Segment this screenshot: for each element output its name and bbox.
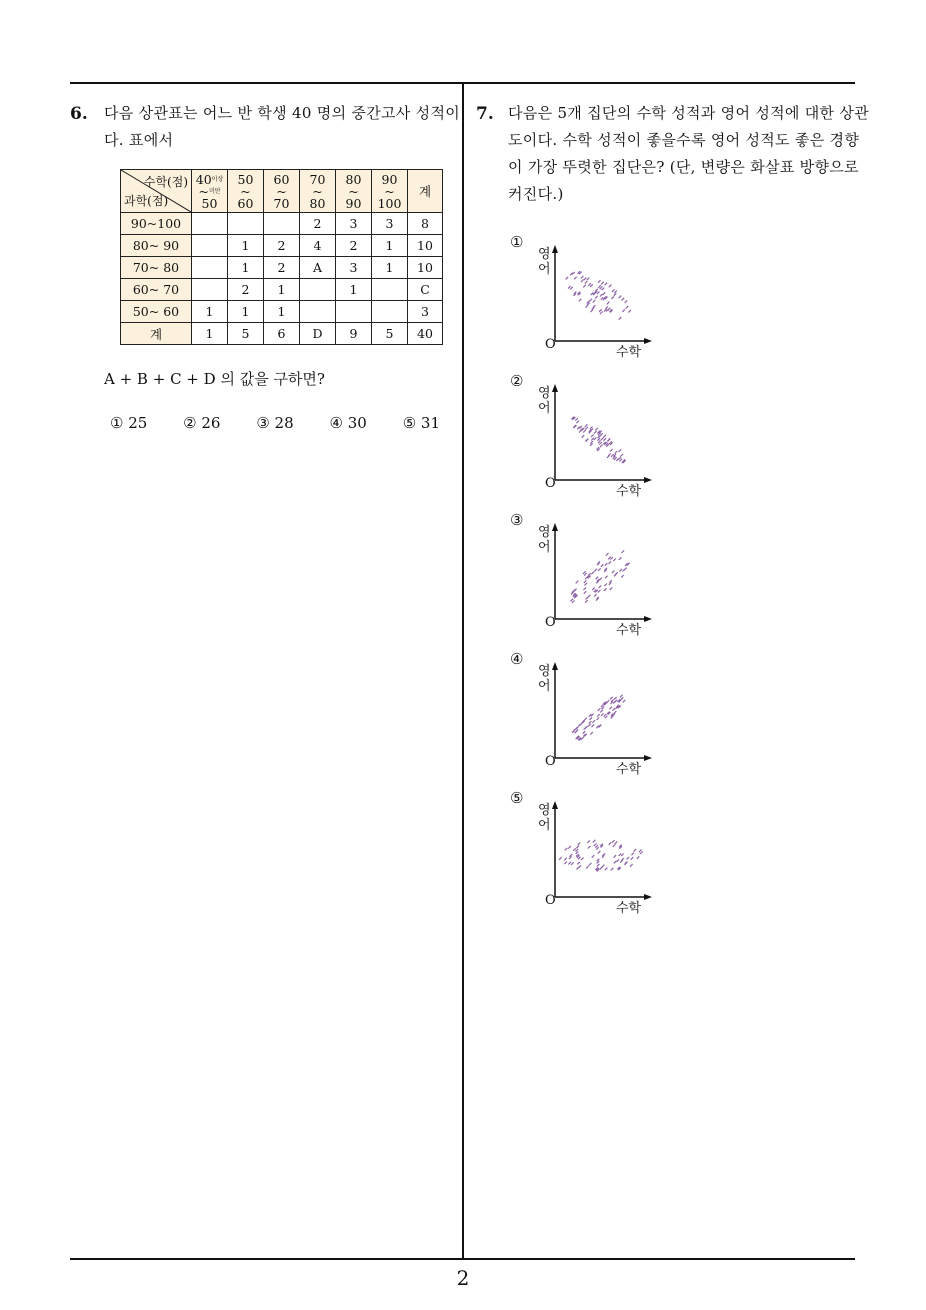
scatter-dot: [577, 862, 580, 865]
table-cell: [192, 279, 228, 301]
table-cell: 1: [228, 301, 264, 323]
scatter-dot: [627, 857, 630, 860]
scatter-dot: [619, 317, 622, 320]
plot-option-mark[interactable]: ②: [510, 372, 524, 390]
y-axis-arrow: [552, 801, 558, 809]
scatter-dot: [596, 847, 599, 850]
x-axis-label: 수학: [616, 345, 642, 360]
col-header: 50 ~ 60: [228, 170, 264, 213]
x-axis-label: 수학: [616, 623, 642, 638]
scatter-dot: [614, 697, 617, 700]
scatter-dot: [597, 718, 600, 721]
scatter-dot: [620, 695, 623, 698]
scatter-dot: [566, 277, 569, 280]
y-axis-label: 영어: [538, 525, 551, 555]
choice-1[interactable]: ① 25: [110, 414, 148, 432]
scatter-dot: [609, 582, 612, 585]
origin-label: O: [545, 337, 556, 352]
table-cell: 5: [372, 323, 408, 345]
table-corner: [121, 170, 192, 213]
scatter-dot: [613, 559, 616, 562]
scatter-plot-option-5: [510, 789, 670, 919]
scatter-dot: [615, 451, 618, 454]
scatter-dot: [594, 437, 597, 440]
scatter-dot: [574, 277, 577, 280]
table-cell: 2: [300, 213, 336, 235]
scatter-dot: [583, 731, 586, 734]
scatter-dot: [607, 302, 610, 305]
scatter-plot-svg: [510, 372, 670, 502]
scatter-dot: [583, 430, 586, 433]
scatter-dot: [584, 583, 587, 586]
scatter-dot: [576, 846, 579, 849]
table-cell: 1: [192, 323, 228, 345]
scatter-dot: [585, 424, 588, 427]
scatter-dot: [605, 283, 608, 286]
choice-5[interactable]: ⑤ 31: [402, 414, 440, 432]
question-7-text-line4: 커진다.): [508, 185, 564, 203]
scatter-dot: [584, 718, 587, 721]
scatter-dot: [579, 299, 582, 302]
scatter-dot: [581, 858, 584, 861]
table-total-cell: 10: [408, 257, 443, 279]
table-cell: [336, 301, 372, 323]
scatter-plot-svg: [510, 789, 670, 919]
scatter-dot: [637, 856, 640, 859]
scatter-dot: [599, 578, 602, 581]
corner-math-label: 수학(점): [143, 175, 188, 189]
scatter-dot: [603, 435, 606, 438]
scatter-dot: [614, 291, 617, 294]
lower-bound-note: 이상: [211, 176, 224, 183]
scatter-dot: [575, 418, 578, 421]
scatter-dot: [559, 857, 562, 860]
table-total-cell: 40: [408, 323, 443, 345]
table-row: [121, 323, 443, 345]
table-row: [121, 279, 443, 301]
table-cell: 1: [228, 235, 264, 257]
scatter-dot: [606, 553, 609, 556]
table-cell: [372, 301, 408, 323]
scatter-dot: [583, 571, 586, 574]
scatter-dot: [591, 310, 594, 313]
scatter-dot: [592, 855, 595, 858]
scatter-plot-option-1: [510, 233, 670, 363]
scatter-dot: [619, 459, 622, 462]
scatter-dot: [604, 583, 607, 586]
scatter-dot: [595, 428, 598, 431]
scatter-dot: [622, 298, 625, 301]
scatter-dot: [598, 590, 601, 593]
scatter-dot: [587, 840, 590, 843]
scatter-dot: [615, 841, 618, 844]
table-cell: [192, 257, 228, 279]
scatter-dot: [605, 716, 608, 719]
scatter-dot: [609, 707, 612, 710]
col-header: 60 ~ 70: [264, 170, 300, 213]
scatter-dot: [603, 292, 606, 295]
table-cell: 9: [336, 323, 372, 345]
scatter-dot: [602, 865, 605, 868]
scatter-dot: [621, 575, 624, 578]
y-axis-arrow: [552, 245, 558, 253]
origin-label: O: [545, 893, 556, 908]
scatter-dot: [583, 588, 586, 591]
scatter-dot: [603, 438, 606, 441]
x-axis-arrow: [644, 477, 652, 483]
scatter-dot: [584, 591, 587, 594]
scatter-dot: [571, 862, 574, 865]
plot-option-mark[interactable]: ④: [510, 650, 524, 668]
question-6-text-line2: 다. 표에서: [104, 131, 174, 149]
correlation-table: [120, 169, 443, 345]
scatter-dot: [610, 697, 613, 700]
scatter-dot: [589, 721, 592, 724]
scatter-dot: [583, 285, 586, 288]
scatter-dot: [605, 868, 608, 871]
question-7-text-line1: 다음은 5개 집단의 수학 성적과 영어 성적에 대한 상관: [508, 104, 869, 122]
scatter-dot: [586, 866, 589, 869]
scatter-dot: [565, 848, 568, 851]
scatter-dot: [598, 708, 601, 711]
table-cell: 1: [336, 279, 372, 301]
scatter-dot: [610, 449, 613, 452]
scatter-dot: [568, 862, 571, 865]
table-total-cell: C: [408, 279, 443, 301]
scatter-dot: [582, 435, 585, 438]
question-6-number: 6.: [70, 104, 88, 124]
scatter-dot: [585, 427, 588, 430]
scatter-dot: [595, 296, 598, 299]
x-axis-label: 수학: [616, 484, 642, 499]
scatter-dot: [591, 572, 594, 575]
table-cell: 3: [372, 213, 408, 235]
scatter-dot: [628, 310, 631, 313]
scatter-plot-option-2: [510, 372, 670, 502]
table-cell: 1: [372, 235, 408, 257]
scatter-dot: [618, 457, 621, 460]
scatter-dot: [588, 846, 591, 849]
scatter-dot: [590, 732, 593, 735]
table-cell: D: [300, 323, 336, 345]
scatter-dot: [625, 300, 628, 303]
y-axis-arrow: [552, 662, 558, 670]
scatter-dot: [607, 700, 610, 703]
table-total-cell: 8: [408, 213, 443, 235]
scatter-dot: [584, 580, 587, 583]
scatter-dot: [590, 284, 593, 287]
scatter-dot: [599, 442, 602, 445]
col-header: $40^{이상}$ ~$^{미만}$ 50: [192, 170, 228, 213]
table-cell: [300, 279, 336, 301]
scatter-dot: [613, 844, 616, 847]
table-cell: 6: [264, 323, 300, 345]
scatter-dot: [581, 276, 584, 279]
scatter-dot: [614, 293, 617, 296]
scatter-dot: [605, 306, 608, 309]
scatter-dot: [619, 557, 622, 560]
scatter-dot: [622, 550, 625, 553]
x-axis-arrow: [644, 894, 652, 900]
scatter-dot: [595, 845, 598, 848]
scatter-dot: [614, 855, 617, 858]
scatter-dot: [564, 858, 567, 861]
scatter-dot: [614, 861, 617, 864]
scatter-dot: [591, 435, 594, 438]
table-cell: A: [300, 257, 336, 279]
table-total-cell: 10: [408, 235, 443, 257]
x-axis-arrow: [644, 338, 652, 344]
table-cell: [300, 301, 336, 323]
table-row: [121, 257, 443, 279]
scatter-dot: [568, 846, 571, 849]
scatter-dot: [605, 563, 608, 566]
scatter-dot: [593, 300, 596, 303]
scatter-dot: [594, 431, 597, 434]
scatter-dot: [622, 309, 625, 312]
y-axis-label: 영어: [538, 803, 551, 833]
question-7-text-line2: 도이다. 수학 성적이 좋을수록 영어 성적도 좋은 경향: [508, 131, 860, 149]
scatter-dot: [605, 576, 608, 579]
table-row: [121, 213, 443, 235]
y-axis-label: 영어: [538, 386, 551, 416]
scatter-dot: [620, 569, 623, 572]
scatter-dot: [592, 587, 595, 590]
table-cell: 2: [336, 235, 372, 257]
scatter-dot: [613, 708, 616, 711]
table-cell: 1: [264, 301, 300, 323]
scatter-dot: [608, 561, 611, 564]
scatter-dot: [620, 454, 623, 457]
scatter-dot: [601, 282, 604, 285]
scatter-dot: [612, 289, 615, 292]
scatter-dot: [604, 714, 607, 717]
table-row: [121, 235, 443, 257]
scatter-dot: [568, 286, 571, 289]
choice-2[interactable]: ② 26: [183, 414, 221, 432]
scatter-dot: [591, 438, 594, 441]
scatter-dot: [601, 438, 604, 441]
scatter-dot: [612, 840, 615, 843]
table-cell: [264, 213, 300, 235]
x-axis-label: 수학: [616, 901, 642, 916]
scatter-dot: [602, 288, 605, 291]
table-cell: 5: [228, 323, 264, 345]
y-axis-arrow: [552, 523, 558, 531]
table-cell: 2: [264, 235, 300, 257]
table-cell: 3: [336, 213, 372, 235]
scatter-dot: [609, 285, 612, 288]
y-axis-label: 영어: [538, 664, 551, 694]
table-cell: 4: [300, 235, 336, 257]
scatter-dot: [599, 309, 602, 312]
page-number: 2: [456, 1266, 470, 1290]
scatter-dot: [611, 868, 614, 871]
scatter-dot: [584, 278, 587, 281]
scatter-dot: [594, 594, 597, 597]
y-axis-label: 영어: [538, 247, 551, 277]
scatter-dot: [598, 851, 601, 854]
scatter-dot: [598, 440, 601, 443]
scatter-dot: [631, 857, 634, 860]
scatter-dot: [592, 725, 595, 728]
choice-4[interactable]: ④ 30: [329, 414, 367, 432]
scatter-plot-option-4: [510, 650, 670, 780]
scatter-dot: [594, 569, 597, 572]
scatter-dot: [611, 296, 614, 299]
scatter-dot: [639, 850, 642, 853]
scatter-dot: [623, 700, 626, 703]
scatter-dot: [616, 859, 619, 862]
scatter-dot: [604, 588, 607, 591]
row-header: 90~100: [121, 213, 192, 235]
bottom-rule: [70, 1258, 855, 1260]
scatter-dot: [590, 441, 593, 444]
scatter-dot: [598, 285, 601, 288]
scatter-dot: [612, 571, 615, 574]
scatter-dot: [578, 843, 581, 846]
row-header: 80~ 90: [121, 235, 192, 257]
scatter-dot: [587, 278, 590, 281]
row-header: 70~ 80: [121, 257, 192, 279]
row-header: 60~ 70: [121, 279, 192, 301]
scatter-dot: [584, 573, 587, 576]
row-header: 50~ 60: [121, 301, 192, 323]
col-header: 90 ~ 100: [372, 170, 408, 213]
scatter-dot: [600, 311, 603, 314]
scatter-dot: [585, 281, 588, 284]
question-6-choices: [110, 414, 440, 432]
scatter-dot: [597, 438, 600, 441]
scatter-dot: [597, 714, 600, 717]
scatter-dot: [599, 585, 602, 588]
origin-label: O: [545, 754, 556, 769]
scatter-dot: [572, 600, 575, 603]
table-cell: [372, 279, 408, 301]
origin-label: O: [545, 615, 556, 630]
table-cell: 2: [228, 279, 264, 301]
y-axis-arrow: [552, 384, 558, 392]
col-header: 80 ~ 90: [336, 170, 372, 213]
scatter-dot: [588, 283, 591, 286]
question-7-number: 7.: [476, 104, 494, 124]
row-header: 계: [121, 323, 192, 345]
scatter-dot: [619, 449, 622, 452]
scatter-plot-svg: [510, 511, 670, 641]
col-header: 70 ~ 80: [300, 170, 336, 213]
scatter-dot: [594, 843, 597, 846]
scatter-dot: [598, 568, 601, 571]
scatter-dot: [621, 697, 624, 700]
scatter-dot: [581, 280, 584, 283]
col-header-total: 계: [408, 170, 443, 213]
table-cell: 1: [264, 279, 300, 301]
scatter-dot: [630, 864, 633, 867]
plot-option-mark[interactable]: ⑤: [510, 789, 524, 807]
scatter-dot: [588, 724, 591, 727]
table-cell: 2: [264, 257, 300, 279]
scatter-dot: [589, 299, 592, 302]
scatter-dot: [576, 421, 579, 424]
table-cell: 1: [228, 257, 264, 279]
scatter-dot: [589, 863, 592, 866]
table-row: [121, 301, 443, 323]
scatter-dot: [600, 710, 603, 713]
origin-label: O: [545, 476, 556, 491]
scatter-dot: [609, 842, 612, 845]
scatter-dot: [570, 599, 573, 602]
table-cell: 1: [192, 301, 228, 323]
scatter-dot: [586, 305, 589, 308]
column-divider: [462, 82, 464, 1260]
scatter-dot: [626, 306, 629, 309]
scatter-dot: [597, 292, 600, 295]
scatter-dot: [593, 840, 596, 843]
question-6-expression: A + B + C + D 의 값을 구하면?: [104, 370, 325, 388]
scatter-dot: [619, 296, 622, 299]
scatter-dot: [576, 581, 579, 584]
x-axis-arrow: [644, 616, 652, 622]
scatter-plot-svg: [510, 233, 670, 363]
scatter-dot: [564, 862, 567, 865]
scatter-dot: [597, 864, 600, 867]
scatter-dot: [592, 720, 595, 723]
question-7-text-line3: 이 가장 뚜렷한 집단은? (단, 변량은 화살표 방향으로: [508, 158, 859, 176]
scatter-dot: [609, 580, 612, 583]
choice-3[interactable]: ③ 28: [256, 414, 294, 432]
scatter-dot: [589, 717, 592, 720]
x-axis-arrow: [644, 755, 652, 761]
scatter-dot: [640, 851, 643, 854]
scatter-dot: [585, 600, 588, 603]
table-cell: 1: [372, 257, 408, 279]
scatter-dot: [600, 287, 603, 290]
x-axis-label: 수학: [616, 762, 642, 777]
scatter-dot: [600, 433, 603, 436]
scatter-dot: [631, 853, 634, 856]
scatter-dot: [573, 848, 576, 851]
scatter-dot: [610, 587, 613, 590]
scatter-dot: [614, 711, 617, 714]
scatter-dot: [634, 849, 637, 852]
question-6-text-line1: 다음 상관표는 어느 반 학생 40 명의 중간고사 성적이: [104, 104, 461, 122]
scatter-dot: [588, 595, 591, 598]
scatter-dot: [601, 564, 604, 567]
scatter-dot: [601, 713, 604, 716]
scatter-dot: [596, 577, 599, 580]
table-cell: 3: [336, 257, 372, 279]
table-cell: [228, 213, 264, 235]
scatter-plot-option-3: [510, 511, 670, 641]
scatter-dot: [570, 287, 573, 290]
scatter-plot-svg: [510, 650, 670, 780]
scatter-dot: [600, 445, 603, 448]
scatter-dot: [600, 294, 603, 297]
corner-science-label: 과학(점): [124, 194, 169, 208]
upper-bound-note: 미만: [208, 188, 221, 195]
table-cell: [192, 213, 228, 235]
plot-option-mark[interactable]: ①: [510, 233, 524, 251]
scatter-dot: [598, 280, 601, 283]
plot-option-mark[interactable]: ③: [510, 511, 524, 529]
table-total-cell: 3: [408, 301, 443, 323]
table-cell: [192, 235, 228, 257]
